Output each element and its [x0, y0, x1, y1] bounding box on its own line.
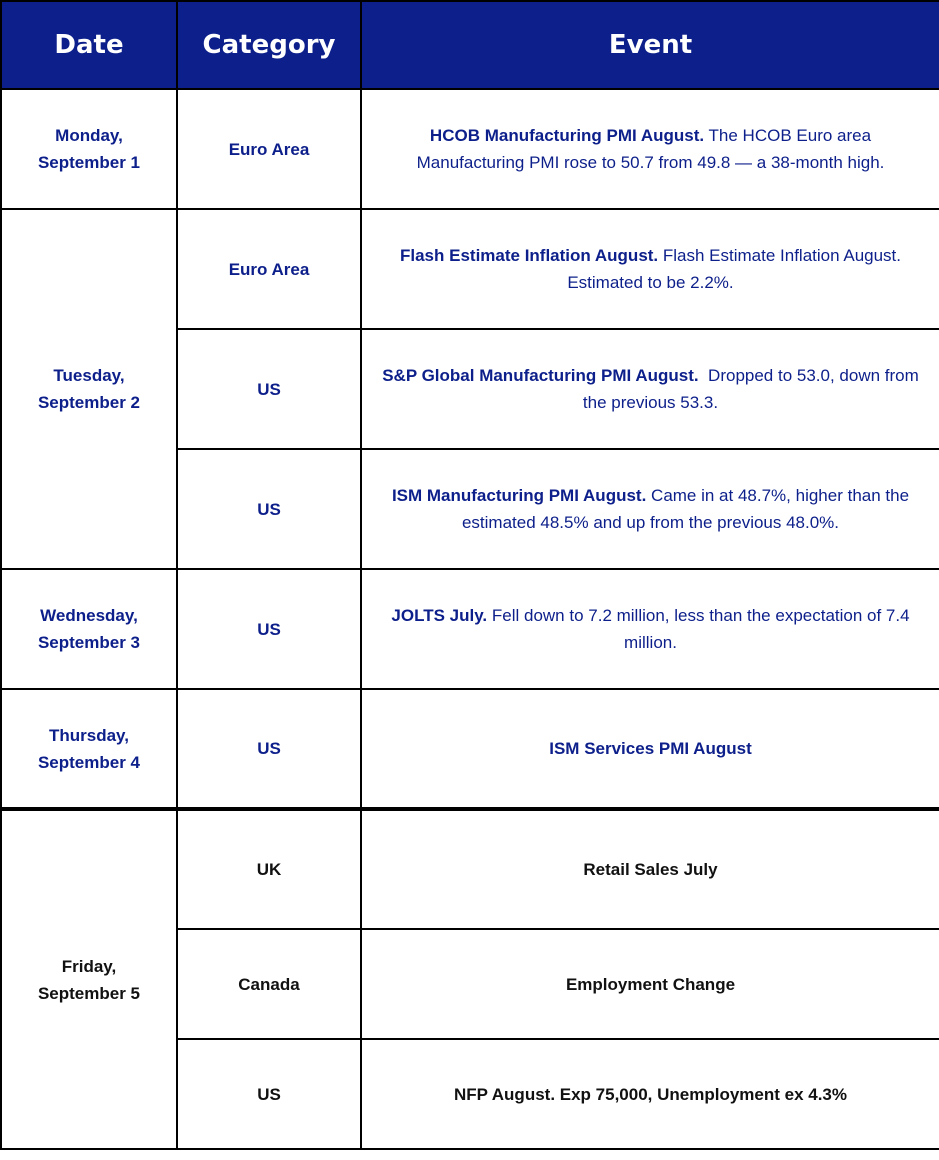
- event-description: Fell down to 7.2 million, less than the expectation of 7.4 million.: [487, 606, 910, 652]
- date-month-day: September 1: [37, 153, 141, 172]
- date-cell: [1, 689, 177, 809]
- date-month-day: September 2: [37, 393, 141, 412]
- event-cell: [361, 449, 939, 569]
- category-cell: US: [177, 1039, 361, 1149]
- event-cell: Retail Sales July: [361, 809, 939, 929]
- date-cell: [1, 569, 177, 689]
- event-description: The HCOB Euro area Manufacturing PMI rose to 50.7 from 49.8 — a 38-month high.: [416, 126, 885, 172]
- date-day: Monday,: [55, 126, 123, 145]
- category-cell: Euro Area: [177, 89, 361, 209]
- header-date: Date: [1, 1, 177, 89]
- date-day: Wednesday,: [40, 606, 138, 625]
- category-cell: US: [177, 569, 361, 689]
- header-category: Category: [177, 1, 361, 89]
- category-cell: US: [177, 689, 361, 809]
- event-description: Dropped to 53.0, down from the previous 53.3.: [582, 366, 924, 412]
- event-cell: NFP August. Exp 75,000, Unemployment ex 4.3%: [361, 1039, 939, 1149]
- category-cell: US: [177, 329, 361, 449]
- category-cell: UK: [177, 809, 361, 929]
- table-row: [1, 89, 939, 209]
- category-cell: Euro Area: [177, 209, 361, 329]
- event-title: JOLTS July.: [391, 606, 488, 625]
- event-title: S&P Global Manufacturing PMI August.: [382, 366, 699, 385]
- event-cell: [361, 89, 939, 209]
- date-cell: [1, 809, 177, 1149]
- event-cell: [361, 209, 939, 329]
- category-cell: Canada: [177, 929, 361, 1039]
- date-cell: [1, 89, 177, 209]
- date-cell: [1, 209, 177, 569]
- date-month-day: September 5: [37, 983, 141, 1003]
- event-cell: Employment Change: [361, 929, 939, 1039]
- table-row: [1, 809, 939, 929]
- date-day: Friday,: [61, 956, 117, 976]
- event-description: Came in at 48.7%, higher than the estimated 48.5% and up from the previous 48.0%.: [461, 486, 910, 532]
- header-row: [1, 1, 939, 89]
- event-title: ISM Manufacturing PMI August.: [391, 486, 647, 505]
- event-cell: [361, 569, 939, 689]
- table-row: [1, 569, 939, 689]
- date-day: Tuesday,: [53, 366, 125, 385]
- header-event: Event: [361, 1, 939, 89]
- event-description: Flash Estimate Inflation August. Estimated to be 2.2%.: [567, 246, 902, 292]
- date-day: Thursday,: [49, 725, 129, 745]
- event-title: Flash Estimate Inflation August.: [399, 246, 659, 265]
- table-row: [1, 689, 939, 809]
- event-cell: [361, 329, 939, 449]
- category-cell: US: [177, 449, 361, 569]
- event-cell: ISM Services PMI August: [361, 689, 939, 809]
- table-row: [1, 209, 939, 329]
- date-month-day: September 3: [37, 633, 141, 652]
- event-title: HCOB Manufacturing PMI August.: [429, 126, 705, 145]
- date-month-day: September 4: [37, 752, 141, 772]
